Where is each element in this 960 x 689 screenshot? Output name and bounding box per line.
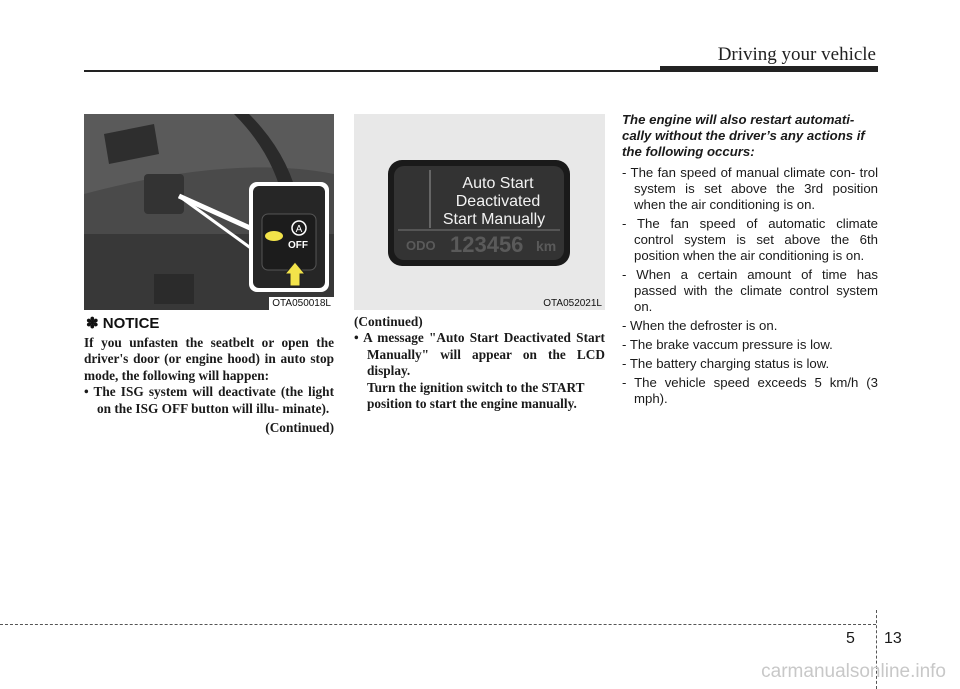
figure2-caption: OTA052021L [540, 297, 605, 310]
notice-bullet-2: • A message "Auto Start Deactivated Start Manually" will appear on the LCD display. [354, 330, 605, 379]
notice-intro: If you unfasten the seatbelt or open the driver's door (or engine hood) in auto stop mode, the following will happen: [84, 335, 334, 383]
lcd-illustration [354, 114, 605, 310]
figure1-caption: OTA050018L [269, 297, 334, 310]
restart-item: - The brake vaccum pressure is low. [622, 337, 833, 352]
lcd-odo-value: 123456 [450, 232, 524, 257]
header-rule [84, 70, 660, 72]
notice-continued-head: (Continued) [354, 314, 423, 329]
notice-column-1 [84, 335, 334, 436]
lcd-line-3: Start Manually [442, 211, 546, 228]
dashboard-illustration [84, 114, 334, 310]
isg-button-letter: A [295, 224, 303, 235]
restart-item: - The vehicle speed exceeds 5 km/h (3 mph). [622, 375, 878, 406]
page-header-title: Driving your vehicle [717, 44, 876, 65]
page-number: 13 [884, 630, 902, 647]
header-rule-accent [660, 66, 878, 72]
notice-title: ✽ NOTICE [86, 315, 160, 332]
restart-conditions [622, 112, 878, 410]
lcd-display-figure [354, 114, 605, 310]
restart-item: - The fan speed of automatic climate control system is set above the 6th position when the air conditioning is on. [622, 216, 878, 263]
restart-heading: The engine will also restart automati- cally without the driver’s any actions if the following occurs: [622, 112, 865, 159]
lcd-odo-unit: km [536, 238, 557, 254]
isg-off-label: OFF [288, 240, 308, 251]
section-number: 5 [846, 630, 855, 647]
notice-column-2 [354, 314, 605, 412]
lcd-line-2: Deactivated [455, 193, 541, 210]
notice-continued: (Continued) [265, 420, 334, 436]
restart-item: - When the defroster is on. [622, 318, 778, 333]
restart-item: - The battery charging status is low. [622, 356, 830, 371]
isg-button-photo [84, 114, 334, 310]
footer-rule [0, 624, 876, 625]
restart-item: - When a certain amount of time has passed with the climate control system on. [622, 267, 878, 314]
watermark: carmanualsonline.info [761, 661, 946, 682]
notice-bullet-2-extra: Turn the ignition switch to the START position to start the engine manually. [367, 379, 585, 412]
restart-item: - The fan speed of manual climate con- trol system is set above the 3rd position when the air conditioning is on. [622, 165, 878, 212]
lcd-line-1: Auto Start [462, 175, 534, 192]
notice-bullet-1: • The ISG system will deactivate (the light on the ISG OFF button will illu- minate). [84, 384, 334, 416]
lcd-odo-label: ODO [406, 238, 436, 253]
